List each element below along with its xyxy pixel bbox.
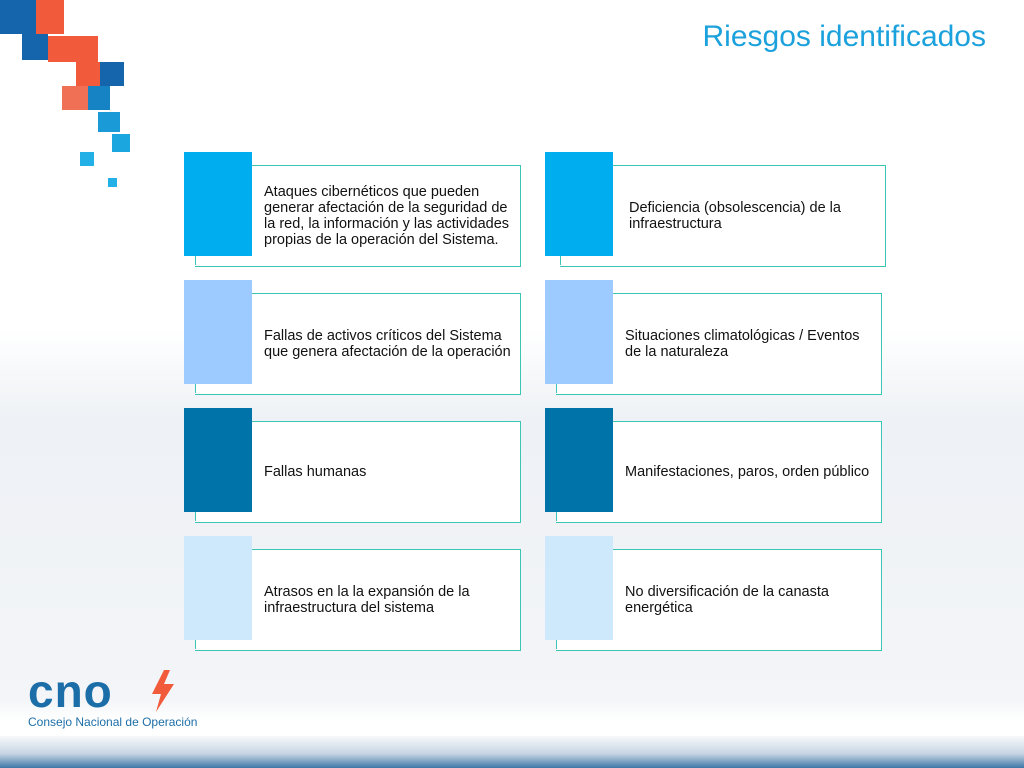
risk-color-block <box>184 280 252 384</box>
risk-card-critical-assets <box>184 280 522 398</box>
risk-text: Fallas humanas <box>264 464 367 480</box>
risk-text: Deficiencia (obsolescencia) de la infraestructura <box>629 200 841 232</box>
risk-color-block <box>545 152 613 256</box>
risk-card-energy-basket <box>545 536 883 654</box>
risk-text: No diversificación de la canasta energética <box>625 584 829 616</box>
lightning-bolt-icon <box>150 670 176 712</box>
risk-text: Fallas de activos críticos del Sistema que genera afectación de la operación <box>264 328 511 360</box>
risk-text: Manifestaciones, paros, orden público <box>625 464 870 480</box>
risk-card-obsolescence <box>545 152 883 270</box>
decorative-squares <box>0 0 140 200</box>
cno-logo <box>28 665 113 717</box>
risk-color-block <box>545 280 613 384</box>
footer-gradient-bar <box>0 736 1024 768</box>
risk-text: Atrasos en la la expansión de la infraestructura del sistema <box>264 584 470 616</box>
risk-color-block <box>184 536 252 640</box>
risk-color-block <box>184 408 252 512</box>
page-title: Riesgos identificados <box>702 20 986 53</box>
risk-color-block <box>545 536 613 640</box>
risk-text: Ataques cibernéticos que pueden generar afectación de la seguridad de la red, la información y las actividades propias de la operación del Sistema. <box>264 184 510 248</box>
risk-card-human-failures <box>184 408 522 526</box>
risk-color-block <box>184 152 252 256</box>
risk-text: Situaciones climatológicas / Eventos de la naturaleza <box>625 328 860 360</box>
logo-wordmark: cno <box>28 665 113 717</box>
risk-card-public-order <box>545 408 883 526</box>
risk-card-climate <box>545 280 883 398</box>
logo-subtitle: Consejo Nacional de Operación <box>28 715 198 729</box>
risk-card-expansion-delays <box>184 536 522 654</box>
risk-color-block <box>545 408 613 512</box>
risk-card-cyberattacks <box>184 152 522 270</box>
